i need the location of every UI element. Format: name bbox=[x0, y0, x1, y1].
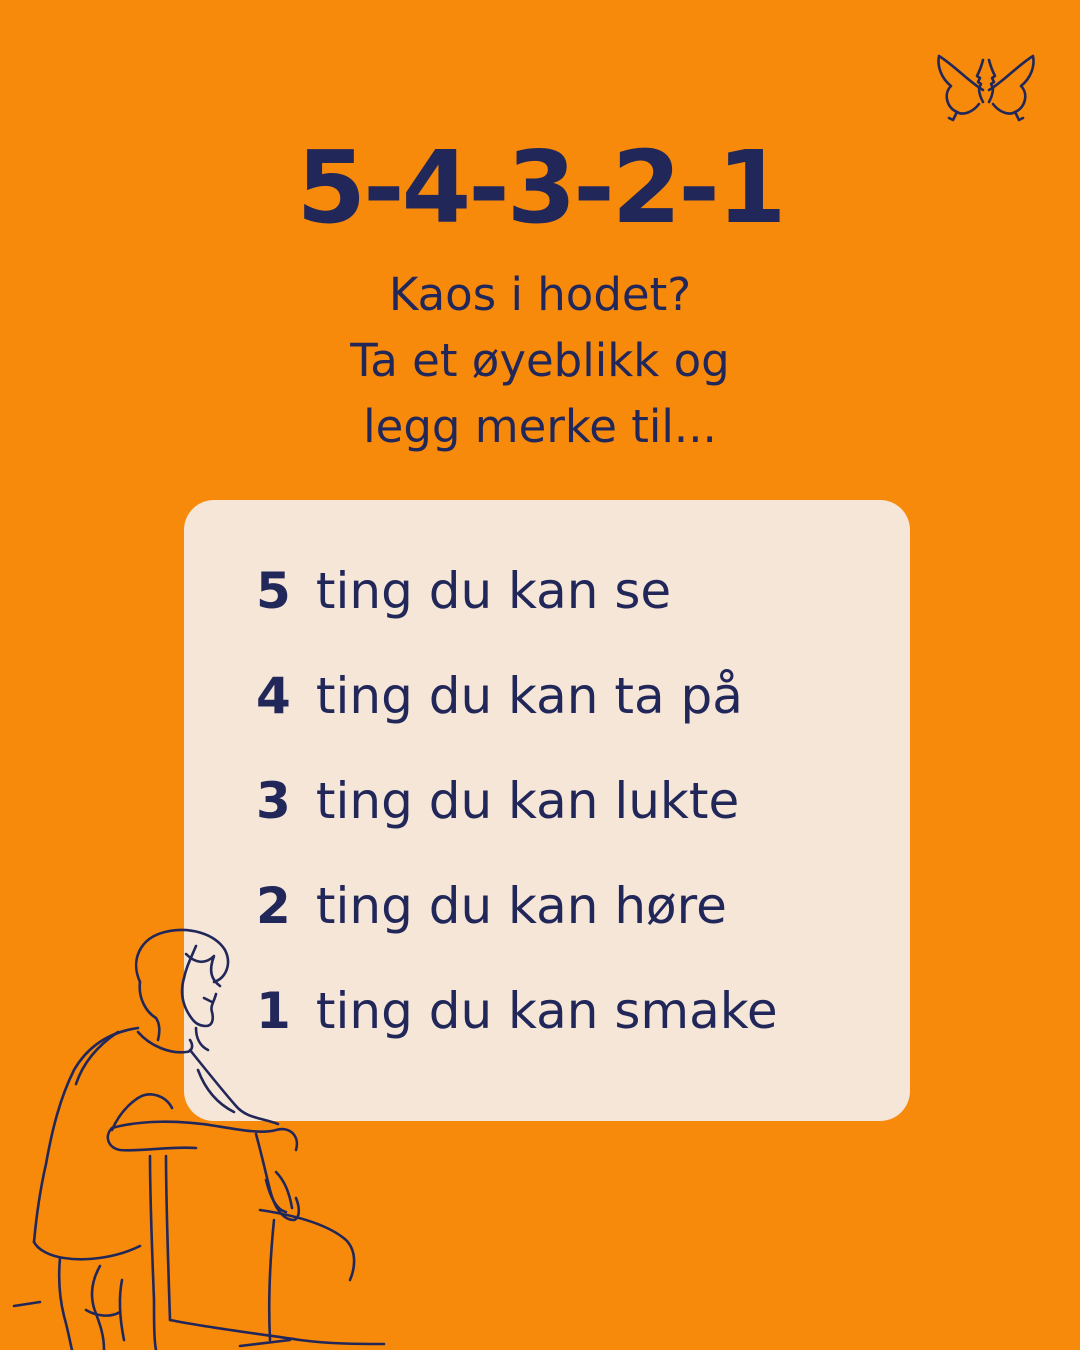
step-number: 2 bbox=[256, 877, 291, 935]
step-text: ting du kan høre bbox=[315, 877, 727, 935]
step-number: 3 bbox=[256, 772, 291, 830]
seated-person-illustration-icon bbox=[0, 920, 400, 1350]
step-text: ting du kan ta på bbox=[315, 667, 743, 725]
step-number: 1 bbox=[256, 982, 291, 1040]
step-number: 4 bbox=[256, 667, 291, 725]
subtitle-line-2: Ta et øyeblikk og bbox=[350, 334, 730, 387]
step-4 bbox=[256, 644, 778, 749]
step-text: ting du kan lukte bbox=[315, 772, 740, 830]
step-3 bbox=[256, 749, 778, 854]
step-text: ting du kan se bbox=[315, 562, 672, 620]
subtitle bbox=[0, 262, 1080, 460]
subtitle-line-1: Kaos i hodet? bbox=[388, 268, 692, 321]
step-text: ting du kan smake bbox=[315, 982, 778, 1040]
butterfly-logo-icon bbox=[933, 46, 1039, 126]
step-number: 5 bbox=[256, 562, 291, 620]
page-title: 5-4-3-2-1 bbox=[296, 129, 784, 246]
subtitle-line-3: legg merke til... bbox=[363, 400, 717, 453]
step-5 bbox=[256, 539, 778, 644]
